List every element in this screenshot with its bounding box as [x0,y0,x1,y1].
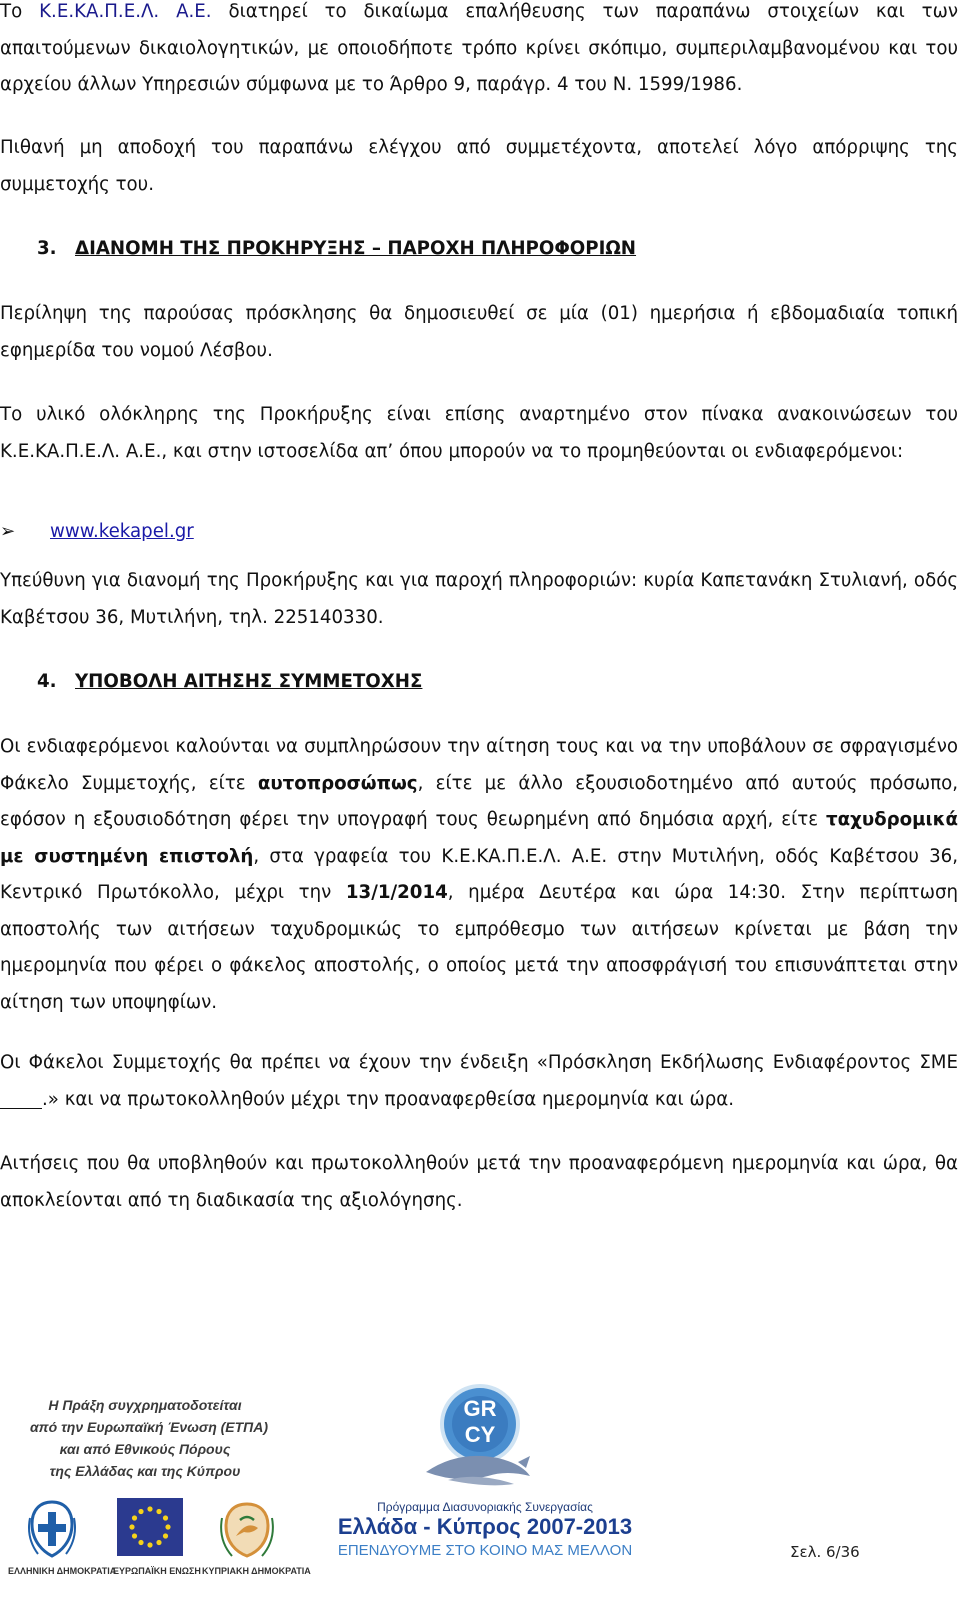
program-subtitle: Πρόγραμμα Διασυνοριακής Συνεργασίας [377,1500,593,1514]
section-heading-3 [37,231,636,267]
text-run: Οι Φάκελοι Συμμετοχής θα πρέπει να έχουν την ένδειξη «Πρόσκληση Εκδήλωσης Ενδιαφέροντος ΣΜΕ [0,1052,958,1073]
cofund-line: Η Πράξη συγχρηματοδοτείται [48,1397,242,1413]
text-run: , στα γραφεία του Κ.Ε.ΚΑ.Π.Ε.Λ. Α.Ε. στην Μυτιλήνη, οδός Καβέτσου 36, Κεντρικό Πρωτόκολλο, μέχρι την [0,845,958,903]
text-run: Οι ενδιαφερόμενοι καλούνται να συμπληρώσουν την αίτηση τους και να την υποβάλουν σε σφραγισμένο Φάκελο Συμμετοχής, είτε [0,736,958,794]
arrow-bullet-icon: ➢ [0,521,16,542]
org-name: Κ.Ε.ΚΑ.Π.Ε.Λ. Α.Ε. [39,1,212,22]
text-run: .» και να πρωτοκολληθούν μέχρι την προαναφερθείσα ημερομηνία και ώρα. [42,1088,735,1110]
text-run: , ημέρα Δευτέρα και ώρα 14:30. Στην περίπτωση αποστολής των αιτήσεων ταχυδρομικώς το εμπρόθεσμο των αιτήσεων κρίνεται με βάση την ημερομηνία που φέρει ο φάκελος αποστολής, ο οποίος μετά την αποσφράγισή του επισυνάπτεται στην αίτηση των υποψηφίων. [0,882,959,1013]
text-run: , είτε με άλλο εξουσιοδοτημένο από αυτούς πρόσωπο, εφόσον η εξουσιοδότηση φέρει την υπογραφή τους θεωρημένη από δημόσια αρχή, είτε [0,772,958,830]
section-title: ΥΠΟΒΟΛΗ ΑΙΤΗΣΗΣ ΣΥΜΜΕΤΟΧΗΣ [75,671,423,692]
eu-flag-icon [117,1498,183,1556]
flag-label-eu: ΕΥΡΩΠΑΪΚΗ ΕΝΩΣΗ [113,1566,201,1576]
paragraph-announcement-board: Το υλικό ολόκληρης της Προκήρυξης είναι επίσης αναρτημένο στον πίνακα ανακοινώσεων του Κ.Ε.ΚΑ.Π.Ε.Λ. Α.Ε., και στην ιστοσελίδα απ’ όπου μπορούν να το προμηθεύονται οι ενδιαφερόμενοι: [0,404,958,462]
flag-label-cyprus: ΚΥΠΡΙΑΚΗ ΔΗΜΟΚΡΑΤΙΑ [202,1566,311,1576]
section-heading-4 [37,664,422,700]
flag-label-greece: ΕΛΛΗΝΙΚΗ ΔΗΜΟΚΡΑΤΙΑ [8,1566,117,1576]
paragraph-verification-right [0,0,958,104]
section-title: ΔΙΑΝΟΜΗ ΤΗΣ ΠΡΟΚΗΡΥΞΗΣ – ΠΑΡΟΧΗ ΠΛΗΡΟΦΟΡΙΩΝ [75,238,637,259]
bold-registered-mail: ταχυδρομικά με συστημένη επιστολή [0,809,958,867]
paragraph-summary-publication: Περίληψη της παρούσας πρόσκλησης θα δημοσιευθεί σε μία (01) ημερήσια ή εβδομαδιαία τοπική εφημερίδα του νομού Λέσβου. [0,303,958,361]
bold-deadline-date: 13/1/2014 [345,882,448,903]
website-link[interactable]: www.kekapel.gr [50,521,194,542]
logo-letters-top: GR [463,1396,497,1421]
footer [0,1380,960,1613]
text-run: Το [0,1,40,22]
logo-letters-bottom: CY [464,1422,496,1447]
cofund-line: και από Εθνικούς Πόρους [59,1441,231,1457]
section-number: 3. [37,238,57,259]
cofund-line: της Ελλάδας και της Κύπρου [49,1463,241,1479]
blank-field [0,1086,42,1109]
greek-emblem-icon [24,1498,80,1564]
program-title: Ελλάδα - Κύπρος 2007-2013 [337,1514,633,1539]
cyprus-emblem-icon [218,1498,276,1564]
program-slogan: ΕΠΕΝΔΥΟΥΜΕ ΣΤΟ ΚΟΙΝΟ ΜΑΣ ΜΕΛΛΟΝ [337,1542,633,1559]
grcy-program-logo-icon [418,1380,538,1498]
paragraph-envelope-label [0,1045,958,1118]
text-run: διατηρεί το δικαίωμα επαλήθευσης των παραπάνω στοιχείων και των απαιτούμενων δικαιολογητικών, με οποιοδήποτε τρόπο κρίνει σκόπιμο, συμπεριλαμβανομένου και του αρχείου άλλων Υπηρεσιών σύμφωνα με το Άρθρο 9, παράγρ. 4 του Ν. 1599/1986. [0,1,958,95]
paragraph-contact-person: Υπεύθυνη για διανομή της Προκήρυξης και για παροχή πληροφοριών: κυρία Καπετανάκη Στυλιανή, οδός Καβέτσου 36, Μυτιλήνη, τηλ. 225140330. [0,570,958,628]
section-number: 4. [37,671,57,692]
paragraph-submission-instructions [0,729,958,1021]
paragraph-rejection-reason: Πιθανή μη αποδοχή του παραπάνω ελέγχου από συμμετέχοντα, αποτελεί λόγο απόρριψης της συμμετοχής του. [0,137,958,195]
cofunding-statement [30,1394,269,1482]
paragraph-late-applications: Αιτήσεις που θα υποβληθούν και πρωτοκολληθούν μετά την προαναφερόμενη ημερομηνία και ώρα, θα αποκλείονται από τη διαδικασία της αξιολόγησης. [0,1153,958,1211]
page-number: Σελ. 6/36 [790,1543,860,1561]
bold-in-person: αυτοπροσώπως [257,772,418,794]
cofund-line: από την Ευρωπαϊκή Ένωση (ΕΤΠΑ) [30,1419,269,1435]
